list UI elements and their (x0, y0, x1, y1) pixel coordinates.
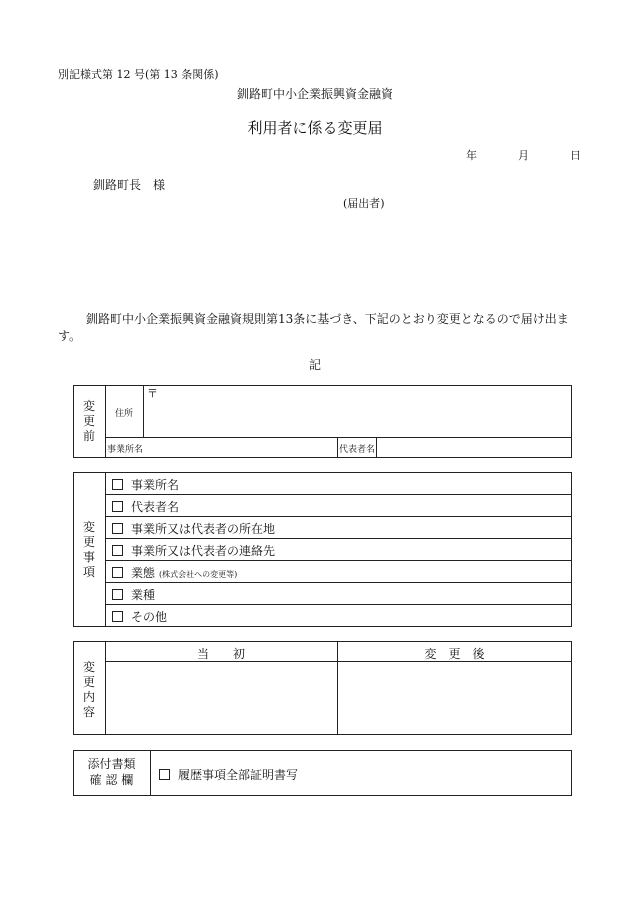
after-header: 変 更 後 (424, 647, 485, 661)
checkbox-icon[interactable] (112, 479, 123, 490)
submitter-label: (届出者) (343, 197, 385, 210)
checkbox-icon[interactable] (112, 545, 123, 556)
checkbox-icon[interactable] (159, 769, 170, 780)
checkbox-icon[interactable] (112, 523, 123, 534)
form-number: 別記様式第 12 号(第 13 条関係) (58, 68, 219, 81)
checkbox-other[interactable]: その他 (112, 608, 167, 625)
company-name-field[interactable] (145, 439, 335, 456)
date-day: 日 (570, 149, 581, 162)
document-title: 利用者に係る変更届 (247, 119, 383, 137)
representative-label: 代表者名 (339, 445, 376, 455)
checkbox-icon[interactable] (112, 501, 123, 512)
checkbox-representative-name[interactable]: 代表者名 (112, 498, 179, 515)
business-type-note: (株式会社への変更等) (159, 570, 238, 579)
company-name-label: 事業所名 (107, 445, 144, 455)
date-year: 年 (466, 149, 477, 162)
checkbox-company-name[interactable]: 事業所名 (112, 476, 179, 493)
initial-header: 当 初 (196, 647, 245, 661)
checkbox-registry-certificate[interactable]: 履歴事項全部証明書写 (159, 766, 298, 783)
checkbox-location[interactable]: 事業所又は代表者の所在地 (112, 520, 275, 537)
representative-field[interactable] (378, 439, 570, 456)
postal-mark: 〒 (147, 387, 158, 400)
change-content-label: 変 更 内 容 (82, 660, 95, 719)
program-name: 釧路町中小企業振興資金融資 (236, 87, 393, 101)
checkbox-contact[interactable]: 事業所又は代表者の連絡先 (112, 542, 275, 559)
checkbox-icon[interactable] (112, 589, 123, 600)
checkbox-icon[interactable] (112, 611, 123, 622)
address-field[interactable] (145, 400, 569, 434)
date-month: 月 (518, 149, 529, 162)
before-change-label: 変 更 前 (82, 399, 95, 443)
checkbox-industry[interactable]: 業種 (112, 586, 155, 603)
body-text: 釧路町中小企業振興資金融資規則第13条に基づき、下記のとおり変更となるので届け出ます。 (58, 312, 569, 343)
ki-heading: 記 (308, 358, 321, 372)
checkbox-icon[interactable] (112, 567, 123, 578)
addressee: 釧路町長 様 (93, 178, 166, 192)
checkbox-business-type[interactable]: 業態 (株式会社への変更等) (112, 564, 237, 581)
date-line (466, 147, 581, 163)
initial-content-field[interactable] (107, 663, 335, 733)
after-content-field[interactable] (339, 663, 570, 733)
attachments-label: 添付書類 確 認 欄 (87, 757, 136, 787)
address-label: 住所 (115, 409, 134, 419)
change-items-label: 変 更 事 項 (82, 520, 95, 579)
